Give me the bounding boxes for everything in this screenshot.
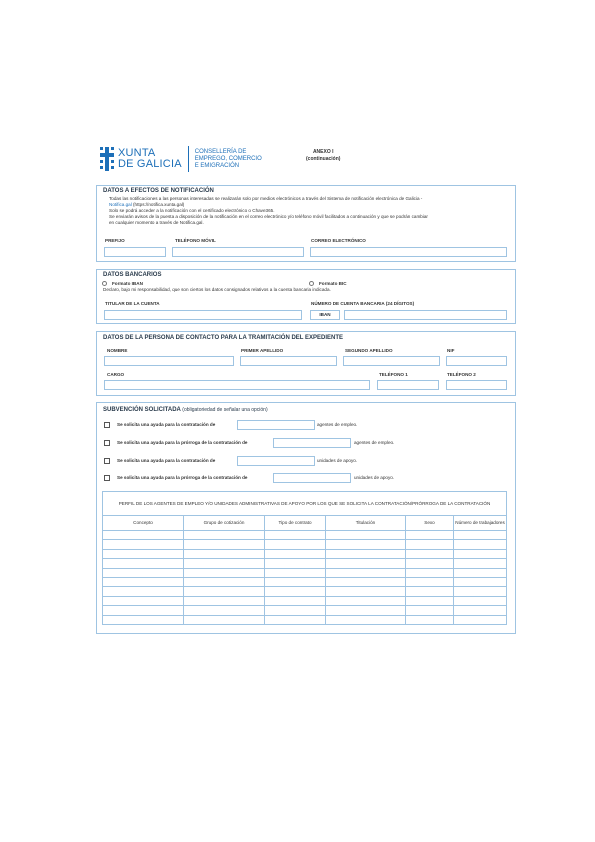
prefix-label: PREFIJO — [105, 238, 125, 243]
notification-text-4: Se enviarán avisos de la puesta a disposición de la notificación en el correo electrónico y/o teléfono móvil facilitados a continuación y que se podrán cambiar — [109, 214, 428, 219]
table-cell[interactable] — [184, 587, 265, 596]
bic-radio[interactable] — [309, 281, 314, 286]
name-label: NOMBRE — [107, 348, 128, 353]
logo-line-2: DE GALICIA — [118, 158, 182, 170]
table-cell[interactable] — [326, 577, 406, 586]
table-cell[interactable] — [103, 615, 184, 624]
section-title: DATOS DE LA PERSONA DE CONTACTO PARA LA TRAMITACIÓN DEL EXPEDIENTE — [103, 335, 344, 341]
column-header: Titulación — [326, 516, 406, 531]
nif-field[interactable] — [446, 356, 507, 366]
table-cell[interactable] — [265, 596, 326, 605]
notification-text-3: Solo se podrá acceder a la notificación con el certificado electrónico o Chave365. — [109, 208, 275, 213]
surname1-label: PRIMER APELLIDO — [241, 348, 284, 353]
option-4-checkbox[interactable] — [104, 475, 110, 481]
table-cell[interactable] — [326, 606, 406, 615]
surname1-field[interactable] — [240, 356, 337, 366]
document-header — [100, 146, 520, 180]
table-cell[interactable] — [406, 549, 454, 558]
table-row — [103, 531, 507, 540]
option-2-checkbox[interactable] — [104, 440, 110, 446]
option-3-checkbox[interactable] — [104, 458, 110, 464]
bic-option-label: Formato BIC — [319, 281, 347, 286]
table-cell[interactable] — [103, 549, 184, 558]
column-header: Concepto — [103, 516, 184, 531]
table-cell[interactable] — [406, 559, 454, 568]
table-row — [103, 615, 507, 624]
table-cell[interactable] — [265, 606, 326, 615]
table-cell[interactable] — [103, 540, 184, 549]
table-cell[interactable] — [184, 606, 265, 615]
table-row — [103, 596, 507, 605]
option-3-quantity-field[interactable] — [237, 456, 315, 466]
option-3-unit: unidades de apoyo. — [317, 458, 358, 463]
table-row — [103, 540, 507, 549]
email-label: CORREO ELECTRÓNICO — [311, 238, 366, 243]
table-cell[interactable] — [406, 577, 454, 586]
account-number-field[interactable] — [344, 310, 507, 320]
table-cell[interactable] — [326, 596, 406, 605]
table-cell[interactable] — [406, 568, 454, 577]
table-cell[interactable] — [265, 531, 326, 540]
table-cell[interactable] — [406, 606, 454, 615]
table-cell[interactable] — [454, 577, 507, 586]
column-header: Número de trabajadores — [454, 516, 507, 531]
annex-subtitle: (continuación) — [306, 156, 341, 162]
option-1-unit: agentes de empleo. — [317, 422, 358, 427]
annex-heading — [306, 149, 340, 163]
table-row — [103, 577, 507, 586]
notification-text-1: Todas las notificaciones a las personas interesadas se realizarán solo por medios electrónicos a través del Sistema de notificación electrónica de Galicia - — [109, 196, 423, 201]
phone2-field[interactable] — [446, 380, 507, 390]
phone1-field[interactable] — [377, 380, 439, 390]
mobile-label: TELÉFONO MÓVIL — [175, 238, 216, 243]
table-cell[interactable] — [326, 549, 406, 558]
iban-option-label: Formato IBAN — [112, 281, 143, 286]
phone2-label: TELÉFONO 2 — [447, 372, 476, 377]
table-cell[interactable] — [103, 577, 184, 586]
option-1-checkbox[interactable] — [104, 422, 110, 428]
table-cell[interactable] — [265, 568, 326, 577]
section-title: DATOS BANCARIOS — [103, 272, 162, 278]
subsidy-title-note: (obligatoriedad de señalar una opción) — [180, 407, 268, 413]
option-4-text: Se solicita una ayuda para la prórroga de la contratación de — [117, 475, 248, 480]
table-cell[interactable] — [326, 587, 406, 596]
role-field[interactable] — [104, 380, 370, 390]
logo-line-1: XUNTA — [118, 147, 156, 159]
table-cell[interactable] — [265, 615, 326, 624]
dept-line-1: CONSELLERÍA DE — [194, 148, 247, 155]
table-row — [103, 606, 507, 615]
table-cell[interactable] — [103, 596, 184, 605]
option-1-quantity-field[interactable] — [237, 420, 315, 430]
table-cell[interactable] — [454, 559, 507, 568]
table-cell[interactable] — [184, 549, 265, 558]
section-title: DATOS A EFECTOS DE NOTIFICACIÓN — [103, 188, 214, 194]
dept-line-3: E EMIGRACIÓN — [194, 162, 240, 169]
option-4-unit: unidades de apoyo. — [354, 475, 395, 480]
table-cell[interactable] — [265, 577, 326, 586]
name-field[interactable] — [104, 356, 234, 366]
table-cell[interactable] — [326, 540, 406, 549]
notifica-link[interactable]: Notifica.gal — [109, 202, 132, 207]
table-cell[interactable] — [184, 531, 265, 540]
table-cell[interactable] — [265, 549, 326, 558]
table-cell[interactable] — [406, 615, 454, 624]
table-row — [103, 549, 507, 558]
table-row — [103, 559, 507, 568]
table-cell[interactable] — [454, 568, 507, 577]
notification-section — [96, 185, 516, 262]
table-cell[interactable] — [184, 615, 265, 624]
annex-title: ANEXO I — [312, 149, 334, 155]
table-cell[interactable] — [326, 559, 406, 568]
table-cell[interactable] — [454, 615, 507, 624]
table-cell[interactable] — [184, 577, 265, 586]
table-cell[interactable] — [454, 596, 507, 605]
table-cell[interactable] — [103, 568, 184, 577]
table-cell[interactable] — [265, 540, 326, 549]
table-cell[interactable] — [103, 606, 184, 615]
profile-table — [102, 491, 507, 625]
option-2-unit: agentes de empleo. — [354, 440, 395, 445]
mobile-field[interactable] — [172, 247, 304, 257]
table-cell[interactable] — [454, 531, 507, 540]
iban-prefix-box: IBAN — [310, 310, 340, 320]
table-cell[interactable] — [326, 568, 406, 577]
logo-divider — [188, 146, 189, 172]
table-cell[interactable] — [326, 615, 406, 624]
table-cell[interactable] — [184, 568, 265, 577]
bank-declaration: Declaro, bajo mi responsabilidad, que son ciertos los datos consignados relativos a la cuenta bancaria indicada. — [103, 287, 331, 292]
table-cell[interactable] — [454, 549, 507, 558]
table-cell[interactable] — [406, 531, 454, 540]
notification-text-5: en cualquier momento a través de Notifica.gal. — [109, 220, 204, 225]
table-cell[interactable] — [184, 596, 265, 605]
option-2-quantity-field[interactable] — [273, 438, 351, 448]
option-3-text: Se solicita una ayuda para la contratación de — [117, 458, 216, 463]
table-row — [103, 587, 507, 596]
column-header: Sexo — [406, 516, 454, 531]
iban-radio[interactable] — [102, 281, 107, 286]
table-cell[interactable] — [103, 587, 184, 596]
logo-wordmark — [118, 148, 182, 170]
contact-section — [96, 331, 516, 396]
table-cell[interactable] — [184, 540, 265, 549]
table-cell[interactable] — [265, 559, 326, 568]
subsidy-title: SUBVENCIÓN SOLICITADA — [103, 407, 181, 413]
column-header: Tipo de contrato — [265, 516, 326, 531]
table-cell[interactable] — [326, 531, 406, 540]
column-header: Grupo de cotización — [184, 516, 265, 531]
table-cell[interactable] — [454, 540, 507, 549]
table-row — [103, 568, 507, 577]
table-cell[interactable] — [103, 559, 184, 568]
xunta-logo — [100, 146, 262, 172]
department-name — [195, 149, 262, 170]
table-cell[interactable] — [454, 587, 507, 596]
table-caption: PERFIL DE LOS AGENTES DE EMPLEO Y/O UNIDADES ADMINISTRATIVAS DE APOYO POR LOS QUE SE SOLICITA LA CONTRATACIÓN/PRÓRROGA DE LA CONTRATACIÓN — [103, 492, 507, 516]
surname2-label: SEGUNDO APELLIDO — [345, 348, 393, 353]
section-title — [103, 407, 268, 413]
phone1-label: TELÉFONO 1 — [379, 372, 408, 377]
notifica-url: (https://notifica.xunta.gal) — [131, 202, 185, 207]
table-cell[interactable] — [406, 596, 454, 605]
table-cell[interactable] — [184, 559, 265, 568]
table-cell[interactable] — [406, 587, 454, 596]
holder-field[interactable] — [104, 310, 302, 320]
email-field[interactable] — [310, 247, 507, 257]
table-cell[interactable] — [406, 540, 454, 549]
role-label: CARGO — [107, 372, 125, 377]
table-cell[interactable] — [265, 587, 326, 596]
option-1-text: Se solicita una ayuda para la contratación de — [117, 422, 216, 427]
option-2-text: Se solicita una ayuda para la prórroga de la contratación de — [117, 440, 248, 445]
table-cell[interactable] — [103, 531, 184, 540]
surname2-field[interactable] — [343, 356, 440, 366]
bank-section — [96, 269, 516, 324]
nif-label: NIF — [447, 348, 455, 353]
table-cell[interactable] — [454, 606, 507, 615]
xunta-cross-icon — [100, 147, 114, 171]
prefix-field[interactable] — [104, 247, 166, 257]
dept-line-2: EMPREGO, COMERCIO — [194, 155, 262, 162]
account-label: NÚMERO DE CUENTA BANCARIA (24 DÍGITOS) — [311, 301, 415, 306]
holder-label: TITULAR DE LA CUENTA — [105, 301, 160, 306]
option-4-quantity-field[interactable] — [273, 473, 351, 483]
